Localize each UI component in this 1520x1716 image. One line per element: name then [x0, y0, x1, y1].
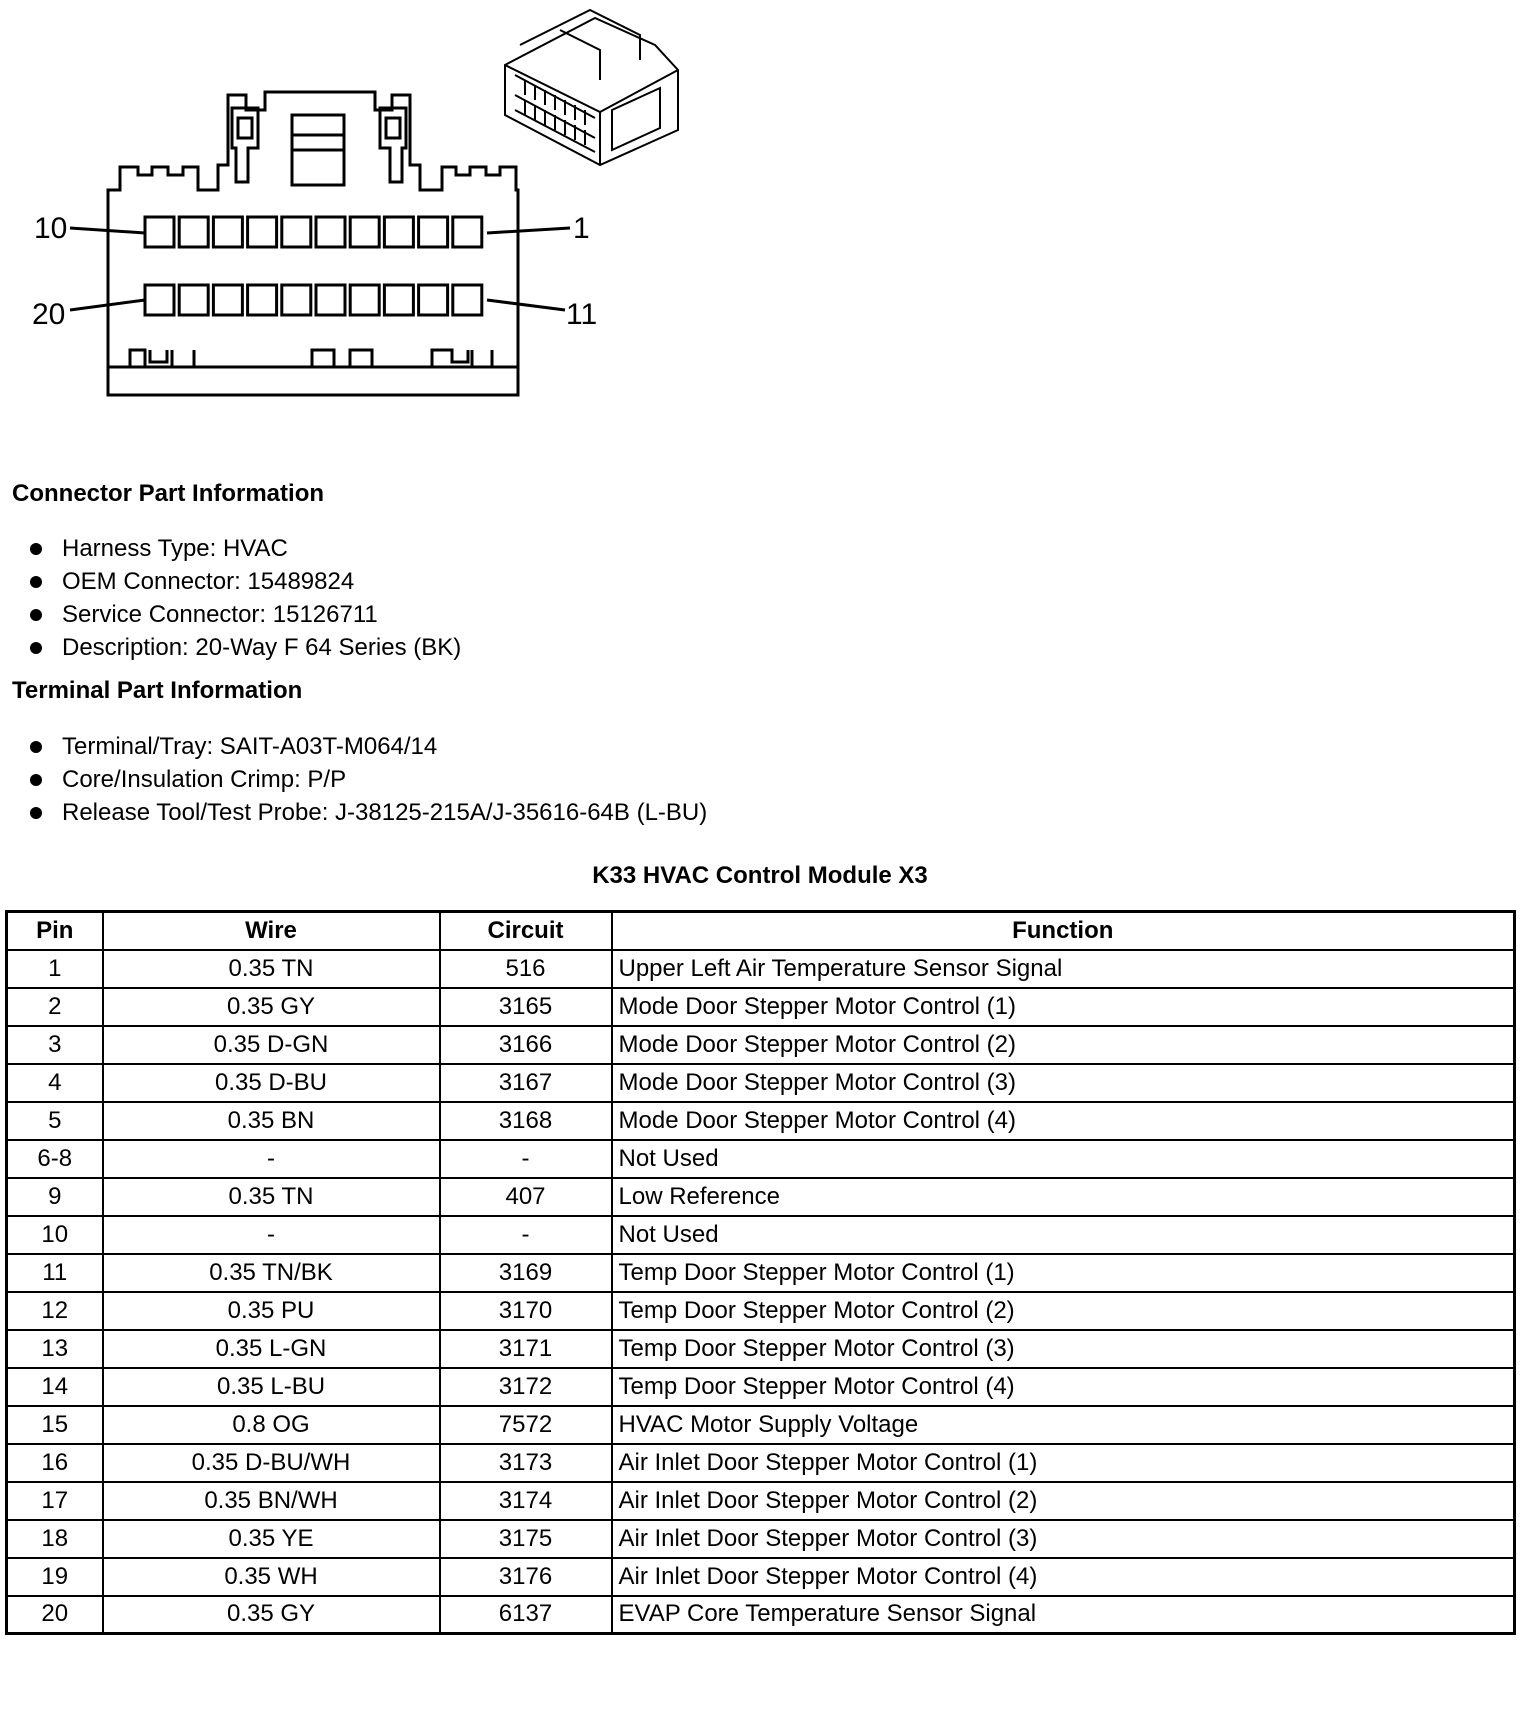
cell-circuit: 3174 — [440, 1482, 612, 1520]
cell-function: Upper Left Air Temperature Sensor Signal — [612, 950, 1515, 988]
cell-function: Air Inlet Door Stepper Motor Control (2) — [612, 1482, 1515, 1520]
cavity — [179, 217, 208, 247]
cell-function: Mode Door Stepper Motor Control (3) — [612, 1064, 1515, 1102]
cell-pin: 2 — [7, 988, 103, 1026]
cell-function: Mode Door Stepper Motor Control (2) — [612, 1026, 1515, 1064]
cell-circuit: 3175 — [440, 1520, 612, 1558]
table-title: K33 HVAC Control Module X3 — [592, 862, 928, 889]
cavity — [419, 285, 448, 315]
cell-circuit: - — [440, 1216, 612, 1254]
header-function: Function — [612, 912, 1515, 950]
terminal-info-heading: Terminal Part Information — [12, 677, 303, 704]
terminal-info-list — [30, 730, 707, 829]
cell-function: Temp Door Stepper Motor Control (1) — [612, 1254, 1515, 1292]
cell-wire: 0.35 GY — [103, 988, 440, 1026]
bottom-keys — [108, 350, 518, 367]
table-row — [7, 1216, 1515, 1254]
table-row — [7, 1368, 1515, 1406]
cavity — [453, 285, 482, 315]
cell-wire: - — [103, 1216, 440, 1254]
cell-function: Temp Door Stepper Motor Control (4) — [612, 1368, 1515, 1406]
cell-pin: 11 — [7, 1254, 103, 1292]
cell-pin: 17 — [7, 1482, 103, 1520]
table-row — [7, 1482, 1515, 1520]
table-row — [7, 1026, 1515, 1064]
cavity — [384, 285, 413, 315]
cavity — [384, 217, 413, 247]
list-item: Release Tool/Test Probe: J-38125-215A/J-35616-64B (L-BU) — [30, 796, 707, 829]
cell-circuit: 3171 — [440, 1330, 612, 1368]
cavity — [145, 217, 174, 247]
cell-wire: 0.35 PU — [103, 1292, 440, 1330]
list-item: Terminal/Tray: SAIT-A03T-M064/14 — [30, 730, 707, 763]
cell-pin: 14 — [7, 1368, 103, 1406]
table-header-row — [7, 912, 1515, 950]
cell-pin: 4 — [7, 1064, 103, 1102]
header-circuit: Circuit — [440, 912, 612, 950]
cavity — [453, 217, 482, 247]
connector-info-list — [30, 532, 461, 664]
cell-pin: 20 — [7, 1596, 103, 1634]
cell-wire: 0.35 TN/BK — [103, 1254, 440, 1292]
list-item: OEM Connector: 15489824 — [30, 565, 461, 598]
cell-circuit: 7572 — [440, 1406, 612, 1444]
cell-wire: 0.35 TN — [103, 1178, 440, 1216]
cell-function: Not Used — [612, 1140, 1515, 1178]
list-item: Harness Type: HVAC — [30, 532, 461, 565]
cavity — [248, 217, 277, 247]
cavity — [213, 217, 242, 247]
cell-pin: 19 — [7, 1558, 103, 1596]
pin-label-1: 1 — [573, 212, 590, 245]
list-item: Core/Insulation Crimp: P/P — [30, 763, 707, 796]
cavity — [282, 285, 311, 315]
cavity — [350, 217, 379, 247]
cell-wire: 0.35 BN — [103, 1102, 440, 1140]
cell-circuit: 6137 — [440, 1596, 612, 1634]
cell-function: HVAC Motor Supply Voltage — [612, 1406, 1515, 1444]
cell-function: Low Reference — [612, 1178, 1515, 1216]
cell-function: Air Inlet Door Stepper Motor Control (4) — [612, 1558, 1515, 1596]
cell-circuit: 3165 — [440, 988, 612, 1026]
cell-function: Not Used — [612, 1216, 1515, 1254]
cell-circuit: 3166 — [440, 1026, 612, 1064]
table-row — [7, 1444, 1515, 1482]
cell-function: Mode Door Stepper Motor Control (4) — [612, 1102, 1515, 1140]
pin-label-20: 20 — [32, 298, 66, 331]
cell-wire: 0.35 D-BU — [103, 1064, 440, 1102]
cell-function: Air Inlet Door Stepper Motor Control (1) — [612, 1444, 1515, 1482]
cell-function: Temp Door Stepper Motor Control (3) — [612, 1330, 1515, 1368]
cavity — [419, 217, 448, 247]
cell-pin: 3 — [7, 1026, 103, 1064]
cell-circuit: 516 — [440, 950, 612, 988]
cell-circuit: 407 — [440, 1178, 612, 1216]
cell-wire: 0.35 BN/WH — [103, 1482, 440, 1520]
pin-label-11: 11 — [566, 298, 598, 331]
latch-left — [232, 108, 258, 182]
cell-circuit: 3167 — [440, 1064, 612, 1102]
cell-wire: 0.35 L-BU — [103, 1368, 440, 1406]
header-wire: Wire — [103, 912, 440, 950]
table-row — [7, 1292, 1515, 1330]
pinout-table — [5, 910, 1516, 1635]
cell-wire: 0.35 WH — [103, 1558, 440, 1596]
pin-label-10: 10 — [34, 212, 68, 245]
cell-wire: 0.8 OG — [103, 1406, 440, 1444]
cell-wire: 0.35 TN — [103, 950, 440, 988]
list-item: Description: 20-Way F 64 Series (BK) — [30, 631, 461, 664]
table-row — [7, 1330, 1515, 1368]
cell-function: Mode Door Stepper Motor Control (1) — [612, 988, 1515, 1026]
table-row — [7, 1596, 1515, 1634]
cell-wire: 0.35 L-GN — [103, 1330, 440, 1368]
cell-function: Temp Door Stepper Motor Control (2) — [612, 1292, 1515, 1330]
connector-3d-thumbnail — [505, 10, 678, 165]
lead-line-11 — [487, 300, 565, 310]
table-row — [7, 1140, 1515, 1178]
cell-pin: 9 — [7, 1178, 103, 1216]
cavity — [179, 285, 208, 315]
cell-circuit: 3169 — [440, 1254, 612, 1292]
cell-wire: - — [103, 1140, 440, 1178]
cavity — [213, 285, 242, 315]
table-row — [7, 1064, 1515, 1102]
cell-pin: 10 — [7, 1216, 103, 1254]
cell-function: EVAP Core Temperature Sensor Signal — [612, 1596, 1515, 1634]
table-row — [7, 988, 1515, 1026]
latch-right — [380, 108, 406, 182]
cell-pin: 18 — [7, 1520, 103, 1558]
cell-circuit: 3170 — [440, 1292, 612, 1330]
cell-function: Air Inlet Door Stepper Motor Control (3) — [612, 1520, 1515, 1558]
table-row — [7, 950, 1515, 988]
cell-pin: 6-8 — [7, 1140, 103, 1178]
cell-wire: 0.35 D-BU/WH — [103, 1444, 440, 1482]
cell-circuit: 3168 — [440, 1102, 612, 1140]
cell-circuit: 3172 — [440, 1368, 612, 1406]
table-row — [7, 1520, 1515, 1558]
connector-diagram — [0, 0, 700, 410]
cell-pin: 16 — [7, 1444, 103, 1482]
cell-pin: 15 — [7, 1406, 103, 1444]
cell-circuit: 3176 — [440, 1558, 612, 1596]
cavity — [282, 217, 311, 247]
cavity — [350, 285, 379, 315]
cavity — [145, 285, 174, 315]
cavity — [316, 217, 345, 247]
table-row — [7, 1178, 1515, 1216]
table-row — [7, 1254, 1515, 1292]
cell-circuit: 3173 — [440, 1444, 612, 1482]
cell-pin: 12 — [7, 1292, 103, 1330]
cell-pin: 13 — [7, 1330, 103, 1368]
cell-wire: 0.35 D-GN — [103, 1026, 440, 1064]
table-row — [7, 1406, 1515, 1444]
cavity — [316, 285, 345, 315]
cell-circuit: - — [440, 1140, 612, 1178]
table-row — [7, 1558, 1515, 1596]
cell-wire: 0.35 GY — [103, 1596, 440, 1634]
table-row — [7, 1102, 1515, 1140]
lead-line-1 — [487, 228, 570, 233]
list-item: Service Connector: 15126711 — [30, 598, 461, 631]
cell-wire: 0.35 YE — [103, 1520, 440, 1558]
cavity — [248, 285, 277, 315]
connector-info-heading: Connector Part Information — [12, 480, 325, 507]
header-pin: Pin — [7, 912, 103, 950]
cell-pin: 5 — [7, 1102, 103, 1140]
cell-pin: 1 — [7, 950, 103, 988]
